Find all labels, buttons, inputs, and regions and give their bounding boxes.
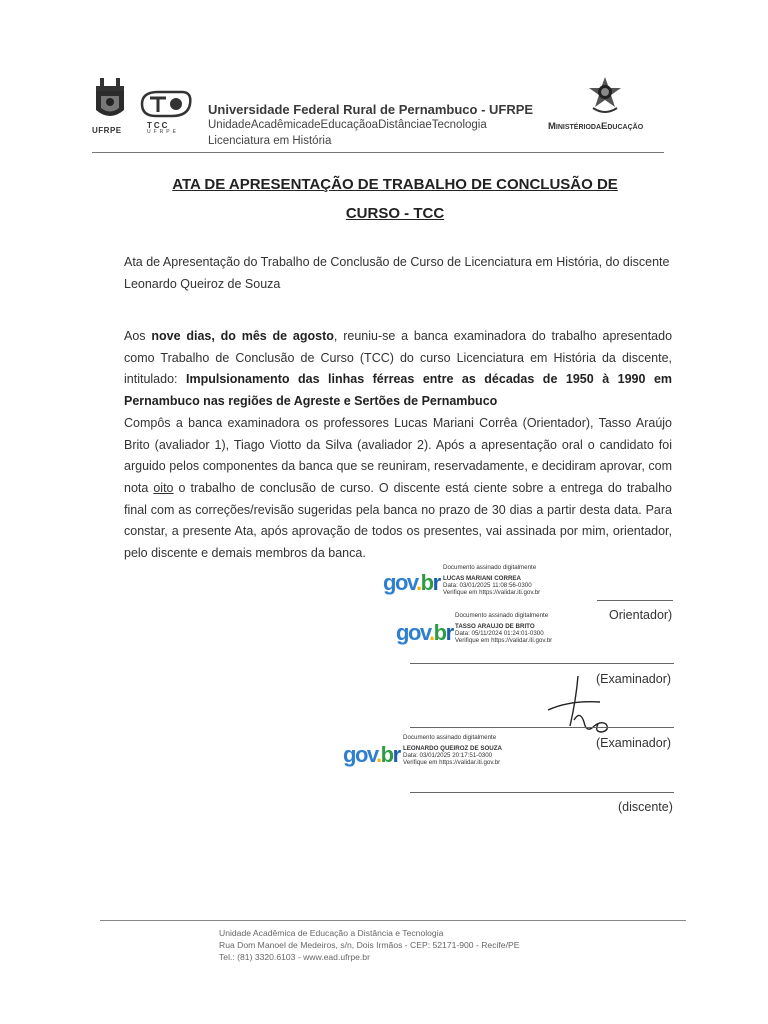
role-discente: (discente)	[618, 800, 673, 814]
thesis-title: Impulsionamento das linhas férreas entre as décadas de 1950 à 1990 em Pernambuco nas regiões de Agreste e Sertões de Pernambuco	[124, 372, 673, 409]
stamp-header: Documento assinado digitalmente	[455, 612, 549, 619]
minutes-body	[124, 326, 672, 565]
role-examinador-2: (Examinador)	[596, 736, 672, 750]
digital-signature-stamp	[455, 612, 552, 644]
signer-name: LEONARDO QUEIROZ DE SOUZA	[403, 745, 503, 752]
signature-date: Data: 03/01/2025 11:08:56-0300	[443, 582, 532, 589]
digital-signature-stamp	[443, 564, 540, 596]
signer-name: LUCAS MARIANI CORREA	[443, 575, 522, 582]
meeting-date: nove dias, do mês de agosto	[151, 329, 334, 343]
footer-contact: Tel.: (81) 3320.6103 - www.ead.ufrpe.br	[219, 952, 370, 962]
signature-date: Data: 05/11/2024 01:24:01-0300	[455, 630, 544, 637]
signature-line	[410, 727, 674, 728]
stamp-header: Documento assinado digitalmente	[403, 734, 497, 741]
govbr-logo: gov.br	[396, 620, 453, 645]
grade: oito	[153, 480, 174, 495]
body-text: Aos	[124, 329, 152, 343]
ufrpe-logo-label: UFRPE	[92, 126, 122, 135]
digital-signature-stamp	[403, 734, 502, 766]
brazil-coat-of-arms-icon	[588, 76, 622, 116]
ministry-label: MinistériodaEducação	[548, 121, 644, 132]
verify-link: Verifique em https://validar.iti.gov.br	[443, 589, 541, 596]
signature-date: Data: 03/01/2025 20:17:51-0300	[403, 752, 493, 759]
header-divider	[92, 152, 664, 153]
document-title-line-2: CURSO - TCC	[345, 205, 445, 222]
signature-line	[410, 792, 674, 793]
verify-link: Verifique em https://validar.iti.gov.br	[455, 637, 553, 644]
university-name: Universidade Federal Rural de Pernambuco - UFRPE	[208, 102, 534, 117]
footer-divider	[100, 920, 686, 921]
body-text: , reuniu-se a banca examinadora do trabalho apresentado como Trabalho de Conclusão de Curso (TCC) do curso Licenciatura em História da discente, intitulado:	[124, 329, 673, 387]
stamp-header: Documento assinado digitalmente	[443, 564, 537, 571]
signer-name: TASSO ARAUJO DE BRITO	[455, 623, 535, 630]
ufrpe-logo	[92, 76, 128, 124]
govbr-logo: gov.br	[343, 742, 400, 767]
role-examinador-1: (Examinador)	[596, 672, 672, 686]
role-orientador: Orientador)	[609, 608, 673, 622]
intro-paragraph: Ata de Apresentação do Trabalho de Conclusão de Curso de Licenciatura em História, do discente Leonardo Queiroz de Souza	[124, 255, 670, 291]
footer-address: Rua Dom Manoel de Medeiros, s/n, Dois Irmãos - CEP: 52171-900 - Recife/PE	[219, 940, 520, 950]
tcc-logo-label: TCC	[147, 121, 170, 130]
footer-unit: Unidade Acadêmica de Educação a Distância e Tecnologia	[219, 928, 444, 938]
document-title-line-1: ATA DE APRESENTAÇÃO DE TRABALHO DE CONCLUSÃO DE	[172, 176, 618, 193]
academic-unit: UnidadeAcadêmicadeEducaçãoaDistânciaeTecnologia	[208, 119, 487, 131]
tcc-logo	[136, 88, 194, 120]
govbr-logo: gov.br	[383, 570, 440, 595]
verify-link: Verifique em https://validar.iti.gov.br	[403, 759, 501, 766]
signature-line	[597, 600, 673, 601]
body-text: o trabalho de conclusão de curso. O discente está ciente sobre a entrega do trabalho final com as correções/revisão sugeridas pela banca no prazo de 30 dias a partir desta data. Para constar, a presente Ata, após aprovação de todos os presentes, vai assinada por mim, orientador, pelo discente e demais membros da banca.	[124, 480, 672, 561]
body-text: Compôs a banca examinadora os professores Lucas Mariani Corrêa (Orientador), Tasso Araújo Brito (avaliador 1), Tiago Viotto da Silva (avaliador 2). Após a apresentação oral o candidato foi arguido pelos componentes da banca que se reuniram, reservadamente, e decidiram aprovar, com nota	[124, 415, 672, 495]
signature-line	[410, 663, 674, 664]
course-name: Licenciatura em História	[208, 135, 332, 147]
tcc-logo-sub-label: UFRPE	[147, 129, 179, 135]
